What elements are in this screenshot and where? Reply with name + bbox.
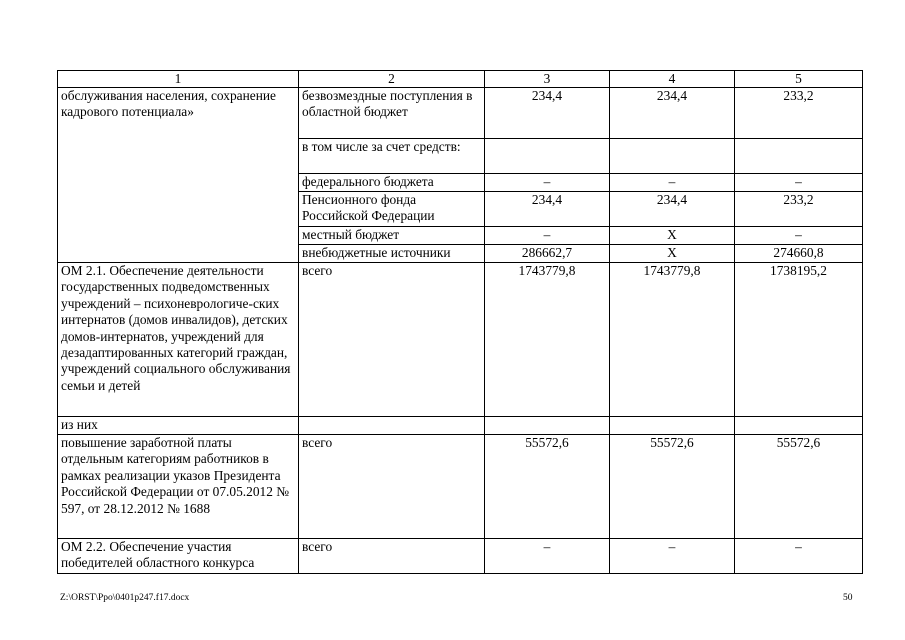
file-path: Z:\ORST\Ppo\0401p247.f17.docx xyxy=(60,593,190,603)
value-cell: – xyxy=(485,174,610,192)
source-cell: безвозмездные поступления в областной бюджет xyxy=(299,88,485,139)
column-header: 4 xyxy=(610,71,735,88)
value-cell xyxy=(485,417,610,435)
column-header: 3 xyxy=(485,71,610,88)
value-cell: 234,4 xyxy=(485,192,610,227)
value-cell: 55572,6 xyxy=(610,435,735,539)
activity-cell: обслуживания населения, сохранение кадрового потенциала» xyxy=(58,88,299,263)
page-number: 50 xyxy=(843,593,853,603)
value-cell: 234,4 xyxy=(610,192,735,227)
value-cell xyxy=(735,417,863,435)
value-cell: 234,4 xyxy=(610,88,735,139)
activity-cell: ОМ 2.1. Обеспечение деятельности государственных подведомственных учреждений – психоневрологиче-ских интернатов (домов инвалидов), детских домов-интернатов, учреждений для дезадаптированных категорий граждан, учреждений социального обслуживания семьи и детей xyxy=(58,263,299,417)
value-cell: – xyxy=(735,539,863,574)
table-header-row xyxy=(58,71,863,88)
source-cell: внебюджетные источники xyxy=(299,245,485,263)
table-row xyxy=(58,539,863,574)
value-cell: 1743779,8 xyxy=(485,263,610,417)
value-cell xyxy=(485,139,610,174)
value-cell: 55572,6 xyxy=(485,435,610,539)
value-cell: 55572,6 xyxy=(735,435,863,539)
source-cell: всего xyxy=(299,539,485,574)
column-header: 1 xyxy=(58,71,299,88)
budget-table xyxy=(57,70,863,574)
source-cell: Пенсионного фонда Российской Федерации xyxy=(299,192,485,227)
value-cell: Х xyxy=(610,245,735,263)
table-row xyxy=(58,417,863,435)
value-cell: – xyxy=(610,174,735,192)
activity-cell: ОМ 2.2. Обеспечение участия победителей областного конкурса xyxy=(58,539,299,574)
value-cell: – xyxy=(485,539,610,574)
activity-cell: повышение заработной платы отдельным категориям работников в рамках реализации указов Президента Российской Федерации от 07.05.2012 № 597, от 28.12.2012 № 1688 xyxy=(58,435,299,539)
value-cell: 234,4 xyxy=(485,88,610,139)
value-cell: 233,2 xyxy=(735,88,863,139)
value-cell xyxy=(610,417,735,435)
value-cell: 233,2 xyxy=(735,192,863,227)
column-header: 2 xyxy=(299,71,485,88)
table-row xyxy=(58,263,863,417)
activity-cell: из них xyxy=(58,417,299,435)
source-cell: всего xyxy=(299,263,485,417)
value-cell: 274660,8 xyxy=(735,245,863,263)
value-cell: – xyxy=(735,227,863,245)
source-cell xyxy=(299,417,485,435)
source-cell: всего xyxy=(299,435,485,539)
value-cell: – xyxy=(735,174,863,192)
value-cell: – xyxy=(610,539,735,574)
table-row xyxy=(58,88,863,139)
column-header: 5 xyxy=(735,71,863,88)
table-row xyxy=(58,435,863,539)
source-cell: федерального бюджета xyxy=(299,174,485,192)
value-cell xyxy=(610,139,735,174)
value-cell: Х xyxy=(610,227,735,245)
value-cell: 1743779,8 xyxy=(610,263,735,417)
value-cell: 286662,7 xyxy=(485,245,610,263)
source-cell: местный бюджет xyxy=(299,227,485,245)
value-cell: 1738195,2 xyxy=(735,263,863,417)
value-cell: – xyxy=(485,227,610,245)
value-cell xyxy=(735,139,863,174)
source-cell: в том числе за счет средств: xyxy=(299,139,485,174)
